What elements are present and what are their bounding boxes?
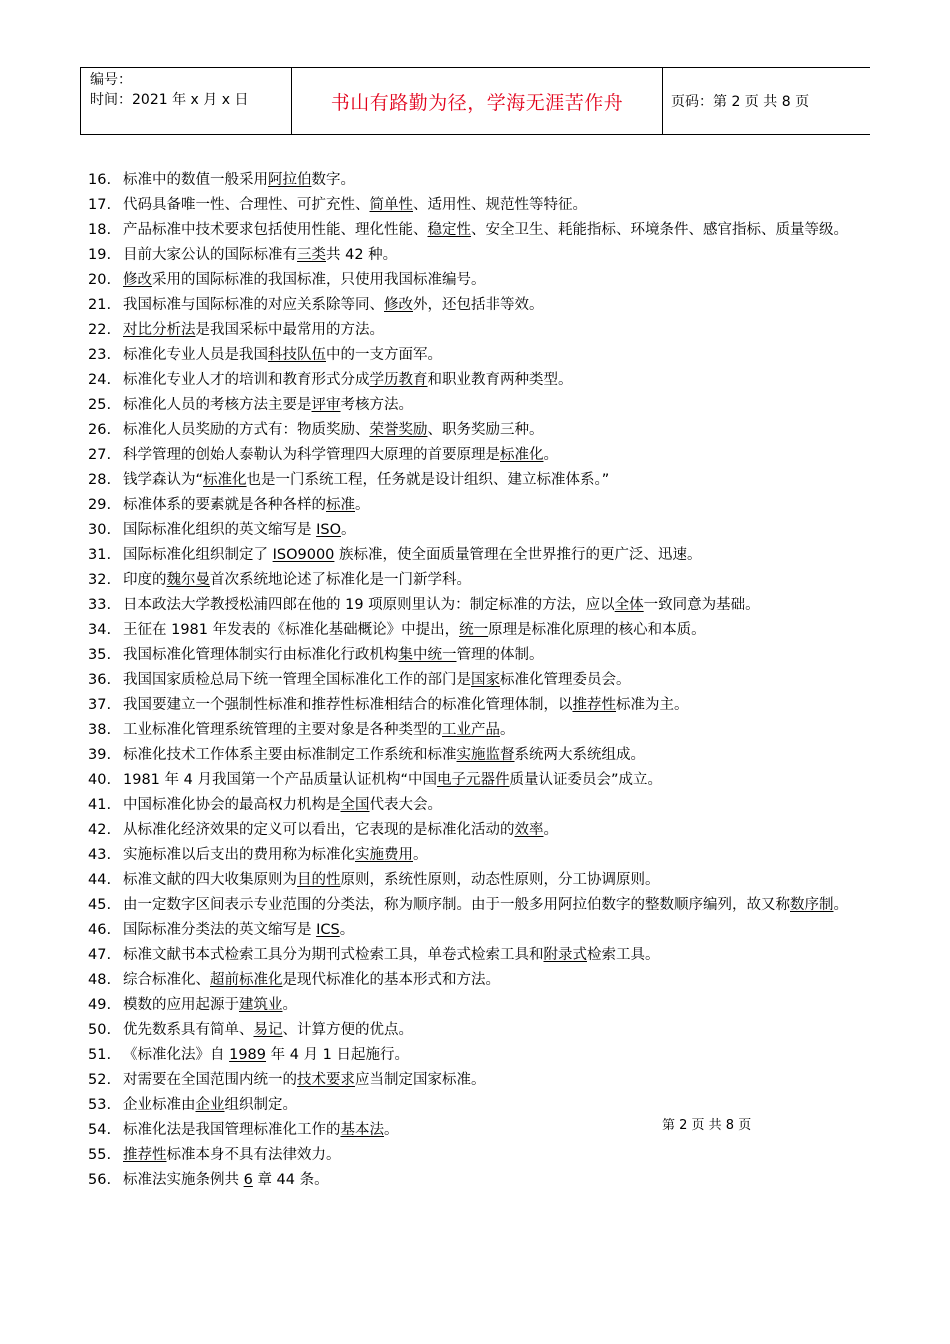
item-number: 43. [88, 847, 112, 863]
answer-underlined: 企业 [195, 1097, 225, 1113]
item-number: 53. [88, 1097, 112, 1113]
item-text: 、计算方便的优点。 [282, 1022, 413, 1038]
list-item [88, 1168, 908, 1193]
item-text: 。 [339, 922, 355, 938]
list-item [88, 568, 908, 593]
item-number: 42. [88, 822, 112, 838]
answer-underlined: 标准化 [500, 447, 544, 463]
list-item [88, 1143, 908, 1168]
answer-underlined: ISO9000 [272, 547, 335, 563]
item-text: 代码具备唯一性、合理性、可扩充性、 [123, 197, 370, 213]
list-item [88, 818, 908, 843]
answer-underlined: 技术要求 [297, 1072, 355, 1088]
item-text: 标准化管理委员会。 [500, 672, 631, 688]
item-number: 34. [88, 622, 112, 638]
item-text: 国际标准分类法的英文缩写是 [123, 922, 317, 938]
list-item [88, 743, 908, 768]
item-text: 国际标准化组织制定了 [123, 547, 273, 563]
item-number: 32. [88, 572, 112, 588]
list-item [88, 543, 908, 568]
list-item [88, 768, 908, 793]
list-item [88, 668, 908, 693]
item-number: 41. [88, 797, 112, 813]
item-text: 国际标准化组织的英文缩写是 [123, 522, 317, 538]
item-text: 代表大会。 [369, 797, 442, 813]
item-text: 也是一门系统工程，任务就是设计组织、建立标准体系。” [246, 472, 610, 488]
item-text: 科学管理的创始人泰勒认为科学管理四大原理的首要原理是 [123, 447, 500, 463]
item-number: 16. [88, 172, 112, 188]
list-item [88, 968, 908, 993]
item-text: 标准体系的要素就是各种各样的 [123, 497, 326, 513]
list-item [88, 393, 908, 418]
answer-underlined: 统一 [459, 622, 489, 638]
item-text: 中的一支方面军。 [326, 347, 442, 363]
answer-underlined: ICS [316, 922, 340, 938]
list-item [88, 843, 908, 868]
item-text: 《标准化法》自 [123, 1047, 230, 1063]
list-item [88, 643, 908, 668]
answer-underlined: 附录式 [543, 947, 587, 963]
item-text: 、职务奖励三种。 [427, 422, 544, 438]
item-text: 外，还包括非等效。 [413, 297, 544, 313]
item-text: 标准化专业人才的培训和教育形式分成 [123, 372, 370, 388]
item-text: 标准文献的四大收集原则为 [123, 872, 297, 888]
answer-underlined: 全国 [340, 797, 370, 813]
item-text: 1981 年 4 月我国第一个产品质量认证机构“中国 [123, 772, 437, 788]
item-text: 中国标准化协会的最高权力机构是 [123, 797, 341, 813]
answer-underlined: 目的性 [297, 872, 341, 888]
item-text: 族标准，使全面质量管理在全世界推行的更广泛、迅速。 [334, 547, 702, 563]
item-number: 19. [88, 247, 112, 263]
item-text: 质量认证委员会”成立。 [509, 772, 662, 788]
item-text: 标准本身不具有法律效力。 [166, 1147, 341, 1163]
answer-underlined: 标准 [326, 497, 355, 513]
list-item [88, 243, 908, 268]
answer-underlined: 修改 [123, 272, 152, 288]
answer-underlined: 评审 [311, 397, 341, 413]
item-number: 18. [88, 222, 112, 238]
list-item [88, 893, 908, 918]
item-text: 钱学森认为“ [123, 472, 204, 488]
list-item [88, 268, 908, 293]
item-text: 我国标准化管理体制实行由标准化行政机构 [123, 647, 399, 663]
item-text: 目前大家公认的国际标准有 [123, 247, 297, 263]
item-number: 35. [88, 647, 112, 663]
answer-underlined: 基本法 [340, 1122, 384, 1138]
item-text: 年 4 月 1 日起施行。 [266, 1047, 410, 1063]
item-number: 29. [88, 497, 112, 513]
question-list [88, 168, 908, 1193]
item-text: 。 [384, 1122, 399, 1138]
item-number: 27. [88, 447, 112, 463]
item-text: 一致同意为基础。 [643, 597, 760, 613]
item-number: 26. [88, 422, 112, 438]
item-number: 47. [88, 947, 112, 963]
item-text: 标准化人员的考核方法主要是 [123, 397, 312, 413]
item-number: 45. [88, 897, 112, 913]
item-text: 实施标准以后支出的费用称为标准化 [123, 847, 355, 863]
item-text: 章 44 条。 [252, 1172, 329, 1188]
list-item [88, 368, 908, 393]
answer-underlined: 推荐性 [572, 697, 616, 713]
item-text: 产品标准中技术要求包括使用性能、理化性能、 [123, 222, 428, 238]
item-text: 首次系统地论述了标准化是一门新学科。 [210, 572, 471, 588]
answer-underlined: 科技队伍 [268, 347, 326, 363]
item-text: 。 [543, 447, 558, 463]
item-text: 和职业教育两种类型。 [427, 372, 573, 388]
item-text: 考核方法。 [340, 397, 413, 413]
item-text: 是现代标准化的基本形式和方法。 [282, 972, 500, 988]
item-text: 是我国采标中最常用的方法。 [195, 322, 384, 338]
header-meta-cell [81, 68, 292, 135]
answer-underlined: 简单性 [369, 197, 413, 213]
item-text: 、适用性、规范性等特征。 [413, 197, 587, 213]
answer-underlined: 荣誉奖励 [369, 422, 428, 438]
header-table [80, 67, 870, 135]
item-text: 标准为主。 [616, 697, 689, 713]
item-number: 36. [88, 672, 112, 688]
answer-underlined: 6 [243, 1172, 253, 1188]
item-number: 22. [88, 322, 112, 338]
item-text: 王征在 1981 年发表的《标准化基础概论》中提出， [123, 622, 460, 638]
item-number: 49. [88, 997, 112, 1013]
list-item [88, 468, 908, 493]
item-text: 原理是标准化原理的核心和本质。 [488, 622, 706, 638]
item-number: 24. [88, 372, 112, 388]
item-text: 。 [500, 722, 515, 738]
item-number: 50. [88, 1022, 112, 1038]
answer-underlined: 数序制 [790, 897, 834, 913]
item-text: 我国国家质检总局下统一管理全国标准化工作的部门是 [123, 672, 471, 688]
answer-underlined: 工业产品 [442, 722, 500, 738]
item-text: 共 42 种。 [326, 247, 398, 263]
item-text: 。 [833, 897, 848, 913]
item-text: 标准化专业人员是我国 [123, 347, 268, 363]
list-item [88, 1118, 908, 1143]
answer-underlined: 对比分析法 [123, 322, 196, 338]
item-text: 。 [355, 497, 370, 513]
time-label: 时间：2021 年 x 月 x 日 [90, 92, 249, 108]
item-number: 40. [88, 772, 112, 788]
answer-underlined: ISO [316, 522, 342, 538]
item-text: 综合标准化、 [123, 972, 210, 988]
list-item [88, 1093, 908, 1118]
item-text: 由一定数字区间表示专业范围的分类法，称为顺序制。由于一般多用阿拉伯数字的整数顺序编列，故又称 [123, 897, 790, 913]
list-item [88, 168, 908, 193]
item-text: 系统两大系统组成。 [514, 747, 645, 763]
item-number: 17. [88, 197, 112, 213]
item-number: 38. [88, 722, 112, 738]
item-text: 工业标准化管理系统管理的主要对象是各种类型的 [123, 722, 442, 738]
item-text: 标准化人员奖励的方式有：物质奖励、 [123, 422, 370, 438]
item-text: 检索工具。 [587, 947, 660, 963]
item-number: 39. [88, 747, 112, 763]
item-number: 51. [88, 1047, 112, 1063]
item-number: 48. [88, 972, 112, 988]
answer-underlined: 实施费用 [355, 847, 413, 863]
answer-underlined: 集中统一 [398, 647, 457, 663]
list-item [88, 493, 908, 518]
motto: 书山有路勤为径，学海无涯苦作舟 [292, 68, 663, 135]
list-item [88, 718, 908, 743]
item-number: 52. [88, 1072, 112, 1088]
item-text: 数字。 [311, 172, 355, 188]
list-item [88, 693, 908, 718]
item-text: 应当制定国家标准。 [355, 1072, 486, 1088]
item-text: 优先数系具有简单、 [123, 1022, 254, 1038]
item-number: 20. [88, 272, 112, 288]
answer-underlined: 标准化 [203, 472, 247, 488]
item-text: 原则，系统性原则，动态性原则，分工协调原则。 [340, 872, 660, 888]
item-text: 对需要在全国范围内统一的 [123, 1072, 297, 1088]
item-text: 标准化法是我国管理标准化工作的 [123, 1122, 341, 1138]
list-item [88, 993, 908, 1018]
answer-underlined: 效率 [514, 822, 544, 838]
item-number: 54. [88, 1122, 112, 1138]
item-text: 标准中的数值一般采用 [123, 172, 268, 188]
list-item [88, 1043, 908, 1068]
item-number: 25. [88, 397, 112, 413]
answer-underlined: 全体 [614, 597, 644, 613]
list-item [88, 618, 908, 643]
answer-underlined: 稳定性 [427, 222, 471, 238]
list-item [88, 793, 908, 818]
item-text: 印度的 [123, 572, 167, 588]
answer-underlined: 三类 [297, 247, 326, 263]
item-text: 我国标准与国际标准的对应关系除等同、 [123, 297, 384, 313]
item-text: 。 [341, 522, 356, 538]
answer-underlined: 推荐性 [123, 1147, 167, 1163]
item-number: 28. [88, 472, 112, 488]
item-text: 标准法实施条例共 [123, 1172, 244, 1188]
item-number: 37. [88, 697, 112, 713]
list-item [88, 1018, 908, 1043]
list-item [88, 518, 908, 543]
item-text: 采用的国际标准的我国标准，只使用我国标准编号。 [152, 272, 486, 288]
list-item [88, 343, 908, 368]
list-item [88, 1068, 908, 1093]
item-text: 从标准化经济效果的定义可以看出，它表现的是标准化活动的 [123, 822, 515, 838]
item-text: 。 [413, 847, 428, 863]
item-text: 日本政法大学教授松浦四郎在他的 19 项原则里认为：制定标准的方法，应以 [123, 597, 615, 613]
item-number: 33. [88, 597, 112, 613]
list-item [88, 443, 908, 468]
footer-page-number: 第 2 页 共 8 页 [662, 1118, 752, 1133]
item-text: 、安全卫生、耗能指标、环境条件、感官指标、质量等级。 [471, 222, 848, 238]
answer-underlined: 国家 [471, 672, 500, 688]
list-item [88, 918, 908, 943]
item-text: 组织制定。 [224, 1097, 297, 1113]
item-text: 。 [282, 997, 297, 1013]
item-text: 企业标准由 [123, 1097, 196, 1113]
list-item [88, 193, 908, 218]
answer-underlined: 超前标准化 [210, 972, 283, 988]
item-text: 。 [543, 822, 558, 838]
item-number: 30. [88, 522, 112, 538]
list-item [88, 218, 908, 243]
list-item [88, 293, 908, 318]
answer-underlined: 1989 [229, 1047, 267, 1063]
list-item [88, 418, 908, 443]
list-item [88, 868, 908, 893]
answer-underlined: 实施监督 [456, 747, 515, 763]
item-number: 56. [88, 1172, 112, 1188]
answer-underlined: 电子元器件 [436, 772, 510, 788]
item-text: 管理的体制。 [456, 647, 544, 663]
item-number: 23. [88, 347, 112, 363]
item-number: 55. [88, 1147, 112, 1163]
list-item [88, 943, 908, 968]
item-number: 46. [88, 922, 112, 938]
answer-underlined: 学历教育 [369, 372, 428, 388]
item-text: 标准文献书本式检索工具分为期刊式检索工具，单卷式检索工具和 [123, 947, 544, 963]
answer-underlined: 易记 [253, 1022, 283, 1038]
item-text: 标准化技术工作体系主要由标准制定工作系统和标准 [123, 747, 457, 763]
number-label: 编号： [90, 72, 132, 88]
answer-underlined: 魏尔曼 [166, 572, 210, 588]
item-number: 21. [88, 297, 112, 313]
list-item [88, 593, 908, 618]
item-text: 我国要建立一个强制性标准和推荐性标准相结合的标准化管理体制，以 [123, 697, 573, 713]
item-number: 31. [88, 547, 112, 563]
answer-underlined: 修改 [384, 297, 413, 313]
item-number: 44. [88, 872, 112, 888]
answer-underlined: 建筑业 [239, 997, 283, 1013]
answer-underlined: 阿拉伯 [268, 172, 312, 188]
page-label: 页码：第 2 页 共 8 页 [663, 68, 871, 135]
item-text: 模数的应用起源于 [123, 997, 239, 1013]
list-item [88, 318, 908, 343]
